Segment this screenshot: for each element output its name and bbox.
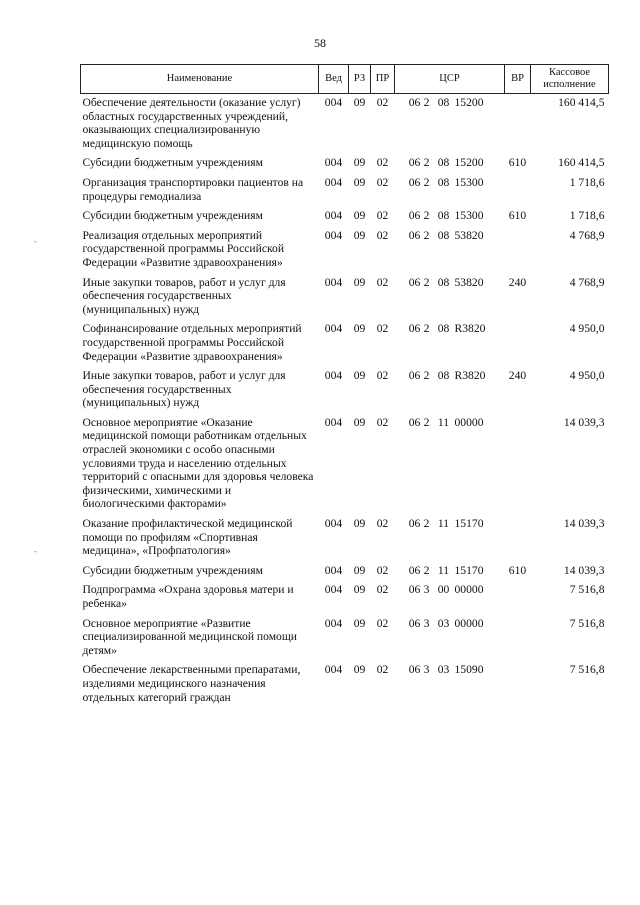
row-ved: 004	[324, 563, 343, 577]
row-rz: 09	[353, 175, 366, 189]
row-csr-part: 2	[423, 209, 430, 223]
table-row	[81, 154, 609, 174]
row-csr	[395, 227, 505, 274]
table-row	[81, 94, 609, 155]
row-pr: 02	[376, 209, 389, 223]
row-vr	[505, 94, 531, 155]
row-csr-part: 15090	[454, 663, 484, 677]
row-rz: 09	[353, 275, 366, 289]
budget-table	[80, 64, 609, 708]
header-vr: ВР	[505, 65, 531, 94]
row-amount: 4 768,9	[569, 275, 605, 289]
row-vr	[505, 615, 531, 662]
row-pr: 02	[376, 369, 389, 383]
row-amount: 1 718,6	[569, 175, 605, 189]
row-ved: 004	[324, 616, 343, 630]
table-body	[81, 94, 609, 709]
table-row	[81, 581, 609, 614]
row-rz: 09	[353, 209, 366, 223]
row-csr	[395, 581, 505, 614]
row-name: Реализация отдельных мероприятий государственной программы Российской Федерации «Развитие здравоохранения»	[82, 228, 285, 269]
row-csr	[395, 274, 505, 321]
row-csr-part: R3820	[454, 369, 486, 383]
row-csr	[395, 207, 505, 227]
row-csr	[395, 367, 505, 414]
table-row	[81, 515, 609, 562]
row-vr	[505, 320, 531, 367]
row-vr	[505, 414, 531, 515]
row-rz: 09	[353, 517, 366, 531]
row-name: Организация транспортировки пациентов на процедуры гемодиализа	[82, 175, 304, 203]
header-csr: ЦСР	[395, 65, 505, 94]
row-csr-part: 3	[423, 616, 430, 630]
row-csr-part: 00000	[454, 583, 484, 597]
row-name: Подпрограмма «Охрана здоровья матери и ребенка»	[82, 583, 294, 610]
row-amount: 160 414,5	[558, 156, 605, 170]
row-csr-part: 08	[437, 96, 450, 109]
row-csr-part: 53820	[454, 275, 484, 289]
row-csr	[395, 320, 505, 367]
table-row	[81, 320, 609, 367]
row-ved: 004	[324, 96, 343, 109]
row-csr-part: 2	[423, 563, 430, 577]
row-rz: 09	[353, 369, 366, 383]
row-amount: 14 039,3	[563, 563, 605, 577]
row-csr-part: 06	[408, 96, 421, 109]
page-number: 58	[314, 36, 326, 50]
row-vr: 610	[508, 156, 527, 170]
row-pr: 02	[376, 96, 389, 109]
row-csr-part: 06	[408, 369, 421, 383]
row-csr-part: 15300	[454, 209, 484, 223]
row-name: Софинансирование отдельных мероприятий государственной программы Российской Федерации «Развитие здравоохранения»	[82, 322, 302, 363]
table-row	[81, 615, 609, 662]
row-csr-part: 08	[437, 369, 450, 383]
table-row	[81, 174, 609, 207]
row-csr-part: 53820	[454, 228, 484, 242]
row-csr-part: 2	[423, 369, 430, 383]
row-csr-part: 08	[437, 322, 450, 336]
row-csr-part: 2	[423, 175, 430, 189]
header-pr: ПР	[371, 65, 395, 94]
table-row	[81, 227, 609, 274]
header-ved: Вед	[319, 65, 349, 94]
row-vr	[505, 174, 531, 207]
row-name: Основное мероприятие «Развитие специализированной медицинской помощи детям»	[82, 616, 297, 657]
row-name: Обеспечение лекарственными препаратами, изделиями медицинского назначения отдельных категорий граждан	[82, 663, 301, 704]
row-csr-part: 00000	[454, 616, 484, 630]
row-pr: 02	[376, 563, 389, 577]
row-csr-part: 06	[408, 663, 421, 677]
row-pr: 02	[376, 616, 389, 630]
row-amount: 14 039,3	[563, 517, 605, 531]
row-csr-part: 15300	[454, 175, 484, 189]
row-csr	[395, 414, 505, 515]
row-csr-part: 08	[437, 175, 450, 189]
table-row	[81, 414, 609, 515]
table-header-row	[81, 65, 609, 94]
row-csr-part: 2	[423, 275, 430, 289]
row-csr-part: 06	[408, 209, 421, 223]
row-rz: 09	[353, 563, 366, 577]
row-rz: 09	[353, 228, 366, 242]
row-vr	[505, 515, 531, 562]
row-csr-part: 08	[437, 156, 450, 170]
row-ved: 004	[324, 322, 343, 336]
row-csr-part: 00	[437, 583, 450, 597]
row-csr-part: 2	[423, 96, 430, 109]
row-ved: 004	[324, 228, 343, 242]
row-amount: 14 039,3	[563, 415, 605, 429]
row-ved: 004	[324, 369, 343, 383]
row-csr-part: 15200	[454, 96, 484, 109]
row-pr: 02	[376, 322, 389, 336]
table-row	[81, 367, 609, 414]
row-vr: 240	[508, 369, 527, 383]
row-ved: 004	[324, 517, 343, 531]
row-csr-part: 06	[408, 275, 421, 289]
row-csr-part: 06	[408, 175, 421, 189]
row-rz: 09	[353, 415, 366, 429]
row-csr-part: 06	[408, 583, 421, 597]
row-rz: 09	[353, 616, 366, 630]
row-ved: 004	[324, 415, 343, 429]
row-rz: 09	[353, 96, 366, 109]
row-csr-part: 08	[437, 209, 450, 223]
row-vr	[505, 581, 531, 614]
row-name: Иные закупки товаров, работ и услуг для обеспечения государственных (муниципальных) нужд	[82, 369, 286, 410]
row-csr-part: 15200	[454, 156, 484, 170]
row-csr-part: 06	[408, 322, 421, 336]
row-vr: 240	[508, 275, 527, 289]
row-csr-part: 08	[437, 228, 450, 242]
row-ved: 004	[324, 175, 343, 189]
row-csr-part: 11	[437, 517, 450, 531]
table-row	[81, 661, 609, 708]
row-csr	[395, 661, 505, 708]
row-name: Субсидии бюджетным учреждениям	[82, 209, 263, 223]
row-amount: 7 516,8	[569, 616, 605, 630]
row-ved: 004	[324, 663, 343, 677]
row-csr	[395, 562, 505, 582]
row-name: Оказание профилактической медицинской помощи по профилям «Спортивная медицина», «Профпатология»	[82, 517, 293, 558]
row-name: Основное мероприятие «Оказание медицинской помощи работникам отдельных отраслей экономики с особо опасными условиями труда и населению отдельных территорий с опасными для здоровья человека физическими, химическими и биологическими факторами»	[82, 415, 314, 511]
row-name: Субсидии бюджетным учреждениям	[82, 563, 263, 577]
row-csr-part: 11	[437, 563, 450, 577]
row-pr: 02	[376, 275, 389, 289]
row-amount: 1 718,6	[569, 209, 605, 223]
row-csr-part: 2	[423, 322, 430, 336]
header-amount: Кассовое исполнение	[531, 65, 609, 94]
row-amount: 4 768,9	[569, 228, 605, 242]
row-amount: 4 950,0	[569, 322, 605, 336]
row-rz: 09	[353, 583, 366, 597]
row-rz: 09	[353, 156, 366, 170]
row-name: Субсидии бюджетным учреждениям	[82, 156, 263, 170]
row-csr-part: 2	[423, 517, 430, 531]
row-csr	[395, 154, 505, 174]
row-csr-part: 03	[437, 663, 450, 677]
row-csr-part: 08	[437, 275, 450, 289]
row-csr-part: 2	[423, 415, 430, 429]
row-csr-part: 06	[408, 228, 421, 242]
row-ved: 004	[324, 275, 343, 289]
row-csr-part: 3	[423, 663, 430, 677]
row-name: Обеспечение деятельности (оказание услуг) областных государственных учреждений, оказывающих специализированную медицинскую помощь	[82, 96, 301, 150]
row-ved: 004	[324, 156, 343, 170]
row-csr-part: 06	[408, 415, 421, 429]
row-vr	[505, 661, 531, 708]
row-csr-part: 00000	[454, 415, 484, 429]
row-csr-part: 3	[423, 583, 430, 597]
row-csr-part: 2	[423, 228, 430, 242]
row-rz: 09	[353, 322, 366, 336]
row-rz: 09	[353, 663, 366, 677]
row-vr	[505, 227, 531, 274]
row-csr-part: 06	[408, 156, 421, 170]
row-pr: 02	[376, 228, 389, 242]
row-vr: 610	[508, 563, 527, 577]
row-csr	[395, 515, 505, 562]
row-csr-part: 03	[437, 616, 450, 630]
header-rz: РЗ	[349, 65, 371, 94]
row-vr: 610	[508, 209, 527, 223]
row-pr: 02	[376, 175, 389, 189]
scan-mark: -	[34, 546, 37, 556]
row-pr: 02	[376, 583, 389, 597]
row-csr-part: R3820	[454, 322, 486, 336]
row-csr	[395, 615, 505, 662]
scan-mark: -	[34, 236, 37, 246]
row-csr-part: 15170	[454, 563, 484, 577]
row-amount: 160 414,5	[558, 96, 605, 109]
row-amount: 4 950,0	[569, 369, 605, 383]
row-ved: 004	[324, 583, 343, 597]
row-pr: 02	[376, 663, 389, 677]
table-row	[81, 562, 609, 582]
row-amount: 7 516,8	[569, 663, 605, 677]
row-csr-part: 06	[408, 517, 421, 531]
table-row	[81, 274, 609, 321]
header-name: Наименование	[81, 65, 319, 94]
row-csr-part: 06	[408, 563, 421, 577]
row-csr	[395, 94, 505, 155]
table-row	[81, 207, 609, 227]
row-csr-part: 11	[437, 415, 450, 429]
row-pr: 02	[376, 415, 389, 429]
row-csr-part: 2	[423, 156, 430, 170]
row-pr: 02	[376, 517, 389, 531]
row-csr	[395, 174, 505, 207]
row-name: Иные закупки товаров, работ и услуг для обеспечения государственных (муниципальных) нужд	[82, 275, 286, 316]
row-csr-part: 15170	[454, 517, 484, 531]
row-pr: 02	[376, 156, 389, 170]
row-amount: 7 516,8	[569, 583, 605, 597]
row-csr-part: 06	[408, 616, 421, 630]
row-ved: 004	[324, 209, 343, 223]
